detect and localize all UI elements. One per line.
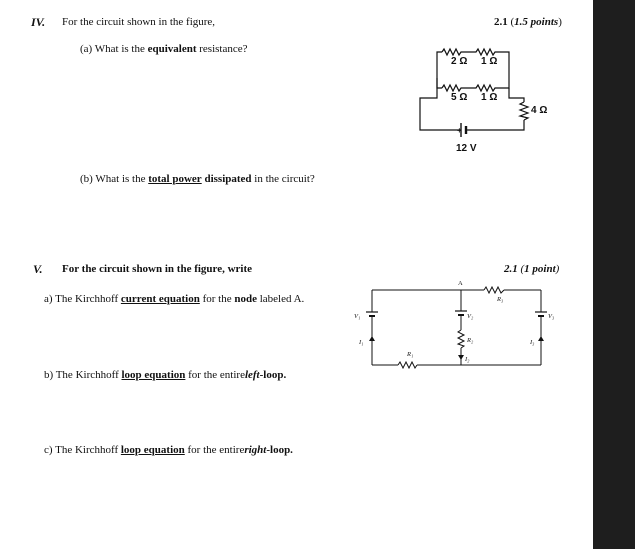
- resistor-label-r2: R₂: [467, 337, 474, 344]
- text-middle: for the: [202, 293, 232, 305]
- text-prefix: c) The Kirchhoff: [44, 444, 119, 456]
- text-prefix: b) The Kirchhoff: [44, 369, 119, 381]
- question-5-points: 2.1 (1 point): [504, 263, 560, 275]
- text-suffix: in the circuit?: [254, 173, 315, 185]
- text-emphasis-2: left: [244, 369, 260, 381]
- text-middle: for the entire: [188, 369, 245, 381]
- resistor-label-5-ohm: 5 Ω: [451, 92, 468, 103]
- current-label-i3: I₃: [530, 339, 535, 346]
- source-label-v1: V₁: [354, 313, 361, 320]
- source-label-v3: V₃: [548, 313, 555, 320]
- resistor-label-2-ohm: 2 Ω: [451, 56, 468, 67]
- question-4-prompt: For the circuit shown in the figure,: [62, 16, 216, 28]
- source-label-v2: V₂: [467, 313, 474, 320]
- resistor-label-4-ohm: 4 Ω: [531, 105, 548, 116]
- current-arrow-i1: [369, 336, 375, 341]
- question-5-prompt: For the circuit shown in the figure, write: [62, 263, 253, 275]
- text-suffix: labeled A.: [259, 293, 305, 305]
- current-label-i2: I₂: [465, 356, 470, 363]
- points-number: 2.1: [494, 16, 508, 28]
- question-4-points: 2.1 (1.5 points): [494, 16, 562, 28]
- text-emphasis-2: dissipated: [204, 173, 252, 185]
- text-emphasis-2: right: [244, 444, 267, 456]
- resistor-label-1-ohm-bottom: 1 Ω: [481, 92, 498, 103]
- node-label-a: A: [458, 280, 463, 287]
- question-4-number: IV.: [31, 15, 46, 29]
- resistor-label-r1: R₁: [407, 351, 414, 358]
- current-arrow-i2: [458, 355, 464, 360]
- battery-label: 12 V: [456, 143, 477, 154]
- text-prefix: (a) What is the: [80, 43, 145, 55]
- resistor-label-1-ohm-top: 1 Ω: [481, 56, 498, 67]
- question-5-number: V.: [33, 262, 43, 276]
- points-detail: 1 point: [524, 263, 556, 275]
- battery-plus-sign: +: [457, 126, 462, 135]
- text-emphasis-2: node: [234, 293, 257, 305]
- text-emphasis: equivalent: [147, 43, 197, 55]
- text-middle: for the entire: [187, 444, 245, 456]
- text-emphasis: current equation: [120, 293, 200, 305]
- text-emphasis: loop equation: [121, 369, 186, 381]
- text-suffix: resistance?: [199, 43, 248, 55]
- text-prefix: (b) What is the: [80, 173, 146, 185]
- text-suffix: -loop.: [266, 444, 293, 456]
- text-prefix: a) The Kirchhoff: [44, 293, 119, 305]
- resistor-label-r3: R₃: [497, 296, 504, 303]
- text-suffix: -loop.: [259, 369, 287, 381]
- text-emphasis: loop equation: [120, 444, 185, 456]
- points-detail: 1.5 points: [514, 16, 559, 28]
- current-arrow-i3: [538, 336, 544, 341]
- text-emphasis: total power: [148, 173, 202, 185]
- points-number: 2.1: [504, 263, 518, 275]
- current-label-i1: I₁: [359, 339, 364, 346]
